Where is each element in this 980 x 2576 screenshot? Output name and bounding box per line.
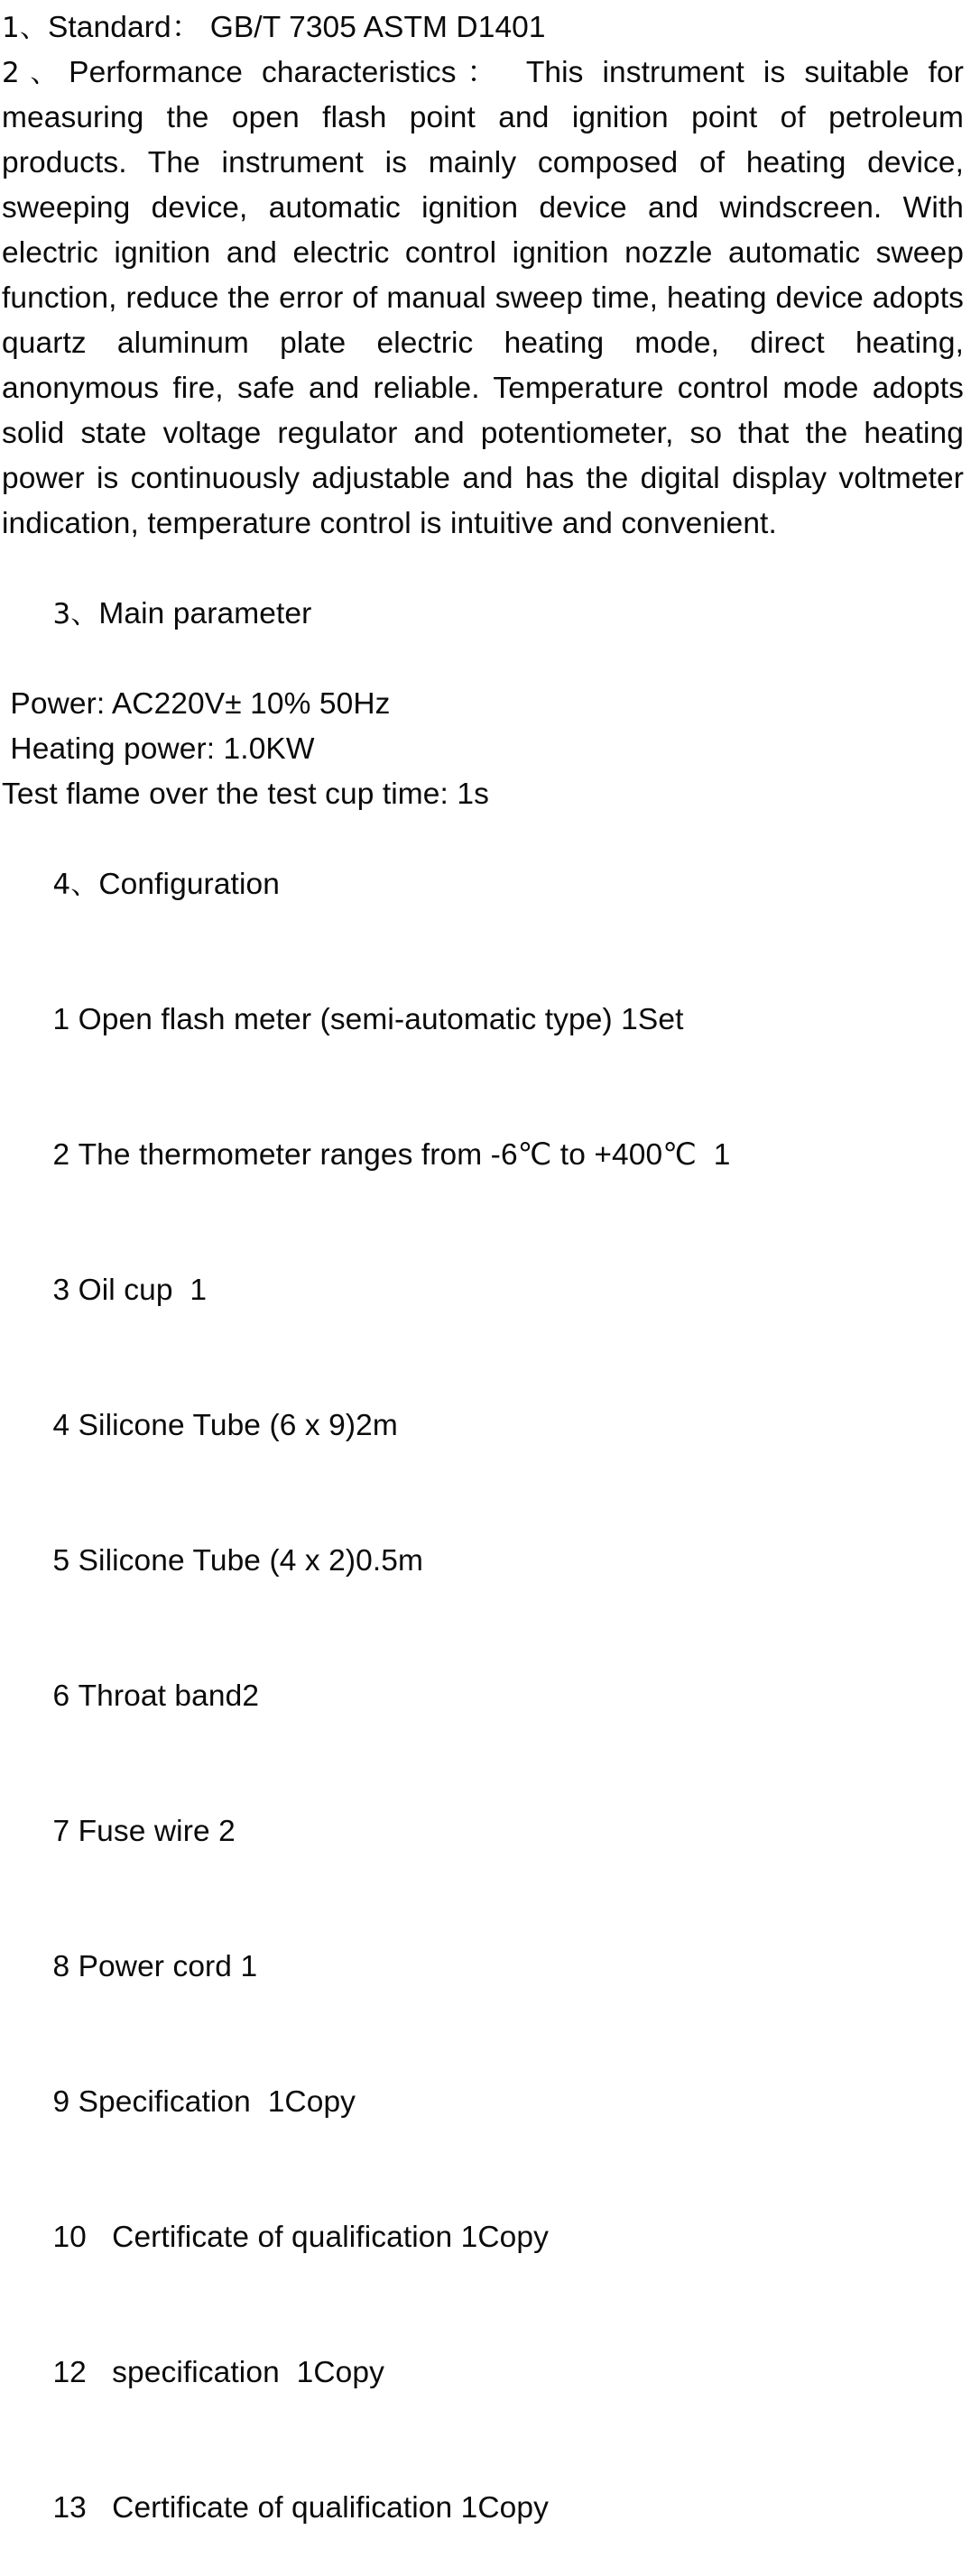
config-item-name: Certificate of qualification bbox=[112, 2491, 453, 2525]
config-item-qty: 2 bbox=[242, 1679, 260, 1713]
config-item-13 bbox=[2, 2441, 964, 2576]
section-configuration-text: Configuration bbox=[98, 868, 280, 901]
config-item-no: 1 bbox=[52, 1003, 70, 1036]
config-item-5 bbox=[2, 1494, 964, 1629]
config-item-no: 6 bbox=[52, 1679, 70, 1713]
config-item-qty: 1Copy bbox=[296, 2356, 384, 2389]
config-item-name: Open flash meter (semi-automatic type) bbox=[78, 1003, 613, 1036]
section-configuration bbox=[2, 817, 964, 952]
config-item-no: 10 bbox=[52, 2221, 87, 2254]
config-item-qty: 1 bbox=[190, 1274, 208, 1307]
config-item-12 bbox=[2, 2305, 964, 2441]
config-item-qty: 1Copy bbox=[460, 2491, 549, 2525]
config-item-name: Specification bbox=[78, 2085, 251, 2119]
config-item-1 bbox=[2, 952, 964, 1088]
section-performance-text: Performance characteristics： This instrument is suitable for measuring the open flash point and ignition point of petroleum products. The instrument is mainly composed of heating device, sweeping device, automatic ignition device and windscreen. With electric ignition and electric control ignition nozzle automatic sweep function, reduce the error of manual sweep time, heating device adopts quartz aluminum plate electric heating mode, direct heating, anonymous fire, safe and reliable. Temperature control mode adopts solid state voltage regulator and potentiometer, so that the heating power is continuously adjustable and has the digital display voltmeter indication, temperature control is intuitive and convenient. bbox=[2, 56, 964, 540]
section-main-parameter-text: Main parameter bbox=[98, 597, 312, 630]
config-item-6 bbox=[2, 1629, 964, 1764]
config-item-name: Certificate of qualification bbox=[112, 2221, 453, 2254]
config-item-name: Silicone Tube (6 x 9) bbox=[78, 1409, 356, 1442]
config-item-8 bbox=[2, 1900, 964, 2035]
section-configuration-number: 4、 bbox=[52, 869, 99, 901]
config-item-no: 4 bbox=[52, 1409, 70, 1442]
config-item-qty: 2m bbox=[356, 1409, 398, 1442]
config-item-no: 7 bbox=[52, 1815, 70, 1848]
section-standard-text: Standard： GB/T 7305 ASTM D1401 bbox=[47, 11, 546, 44]
section-performance-number: 2、 bbox=[2, 57, 69, 89]
document-body bbox=[2, 5, 964, 2576]
config-item-name: Silicone Tube (4 x 2) bbox=[78, 1544, 356, 1578]
section-standard bbox=[2, 5, 964, 51]
config-item-no: 3 bbox=[52, 1274, 70, 1307]
config-item-qty: 2 bbox=[218, 1815, 236, 1848]
config-item-no: 8 bbox=[52, 1950, 70, 1983]
parameter-test-flame-time: Test flame over the test cup time: 1s bbox=[2, 777, 489, 811]
config-item-9 bbox=[2, 2035, 964, 2170]
parameter-power: Power: AC220V± 10% 50Hz bbox=[2, 687, 391, 721]
parameter-heating-power: Heating power: 1.0KW bbox=[2, 732, 315, 766]
config-item-qty: 1 bbox=[713, 1138, 731, 1172]
config-item-qty: 1Copy bbox=[460, 2221, 549, 2254]
config-item-no: 2 bbox=[52, 1138, 70, 1172]
section-main-parameter bbox=[2, 547, 964, 682]
config-item-name: The thermometer ranges from -6℃ to +400℃ bbox=[78, 1138, 697, 1172]
section-performance bbox=[2, 51, 964, 547]
config-item-2 bbox=[2, 1088, 964, 1223]
config-item-qty: 1Set bbox=[621, 1003, 684, 1036]
config-item-qty: 1 bbox=[240, 1950, 258, 1983]
config-item-name: specification bbox=[112, 2356, 280, 2389]
config-item-name: Oil cup bbox=[78, 1274, 173, 1307]
config-item-qty: 0.5m bbox=[356, 1544, 423, 1578]
config-item-no: 13 bbox=[52, 2491, 87, 2525]
config-item-qty: 1Copy bbox=[267, 2085, 356, 2119]
config-item-name: Power cord bbox=[78, 1950, 233, 1983]
config-item-10 bbox=[2, 2170, 964, 2305]
config-item-7 bbox=[2, 1764, 964, 1900]
section-standard-number: 1、 bbox=[2, 12, 48, 44]
config-item-no: 9 bbox=[52, 2085, 70, 2119]
section-main-parameter-number: 3、 bbox=[52, 598, 99, 630]
config-item-no: 5 bbox=[52, 1544, 70, 1578]
config-item-4 bbox=[2, 1358, 964, 1494]
config-item-no: 12 bbox=[52, 2356, 87, 2389]
config-item-name: Fuse wire bbox=[78, 1815, 210, 1848]
config-item-name: Throat band bbox=[78, 1679, 243, 1713]
config-item-3 bbox=[2, 1223, 964, 1358]
